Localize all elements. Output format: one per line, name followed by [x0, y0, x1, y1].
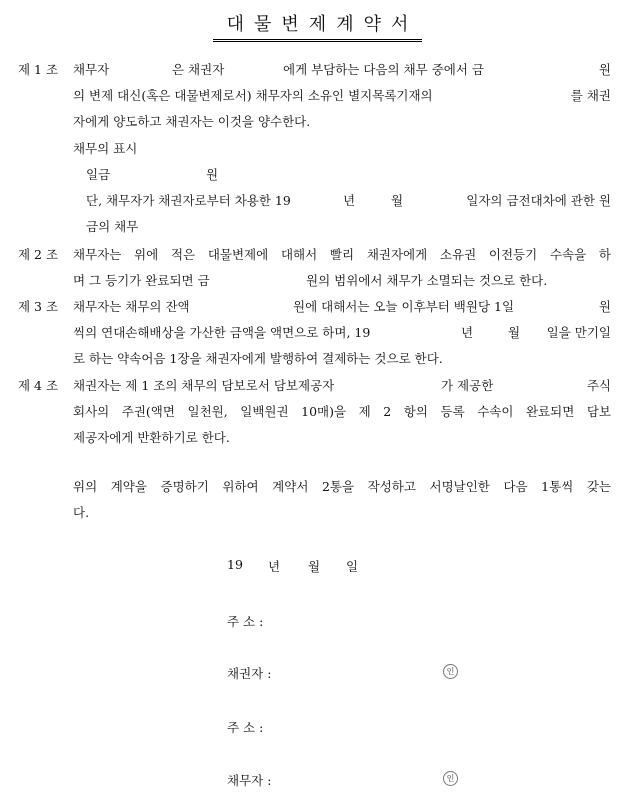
article-body: 채무자는 채무의 잔액 원에 대해서는 오늘 이후부터 백원당 1일 원 씩의 연대손해배상을 가산한 금액을 액면으로 하며, 19 년 월 일을 만기일 로 하는 약속어음 1장을 채권자에게 발행하여 결제하는 것으로 한다. [73, 299, 611, 366]
article-label: 제 1 조 [18, 62, 59, 77]
creditor-address-label: 주 소 : [227, 614, 264, 629]
debt-desc: 단, 채무자가 채권자로부터 차용한 19 년 월 일자의 금전대차에 관한 원 [86, 193, 611, 208]
contract-date: 19 년 월 일 [227, 557, 359, 574]
seal-icon: 인 [443, 771, 458, 786]
debtor-label: 채무자 : [227, 773, 272, 788]
creditor-label: 채권자 : [227, 666, 272, 681]
seal-icon: 인 [443, 664, 458, 679]
debt-amount: 일금 원 [86, 167, 219, 182]
article-label: 제 4 조 [18, 378, 59, 393]
article-label: 제 2 조 [18, 247, 59, 262]
document-title: 대물변제계약서 [0, 10, 635, 42]
article-label: 제 3 조 [18, 299, 59, 314]
debt-heading: 채무의 표시 [73, 141, 138, 156]
article-body: 채권자는 제 1 조의 채무의 담보로서 담보제공자 가 제공한 주식 회사의 주권(액면 일천원, 일백원권 10매)을 제 2 항의 등록 수속이 완료되면 담보 제공자에게 반환하기로 한다. [73, 378, 611, 445]
article-body: 채무자 은 채권자 에게 부담하는 다음의 채무 중에서 금 원 의 변제 대신(혹은 대물변제로서) 채무자의 소유인 별지목록기재의 를 채권 자에게 양도하고 채권자는 이것을 양수한다. [73, 62, 611, 129]
debtor-address-label: 주 소 : [227, 720, 264, 735]
article-body: 채무자는 위에 적은 대물변제에 대해서 빨리 채권자에게 소유권 이전등기 수속을 하 며 그 등기가 완료되면 금 원의 범위에서 채무가 소멸되는 것으로 한다. [73, 247, 611, 288]
